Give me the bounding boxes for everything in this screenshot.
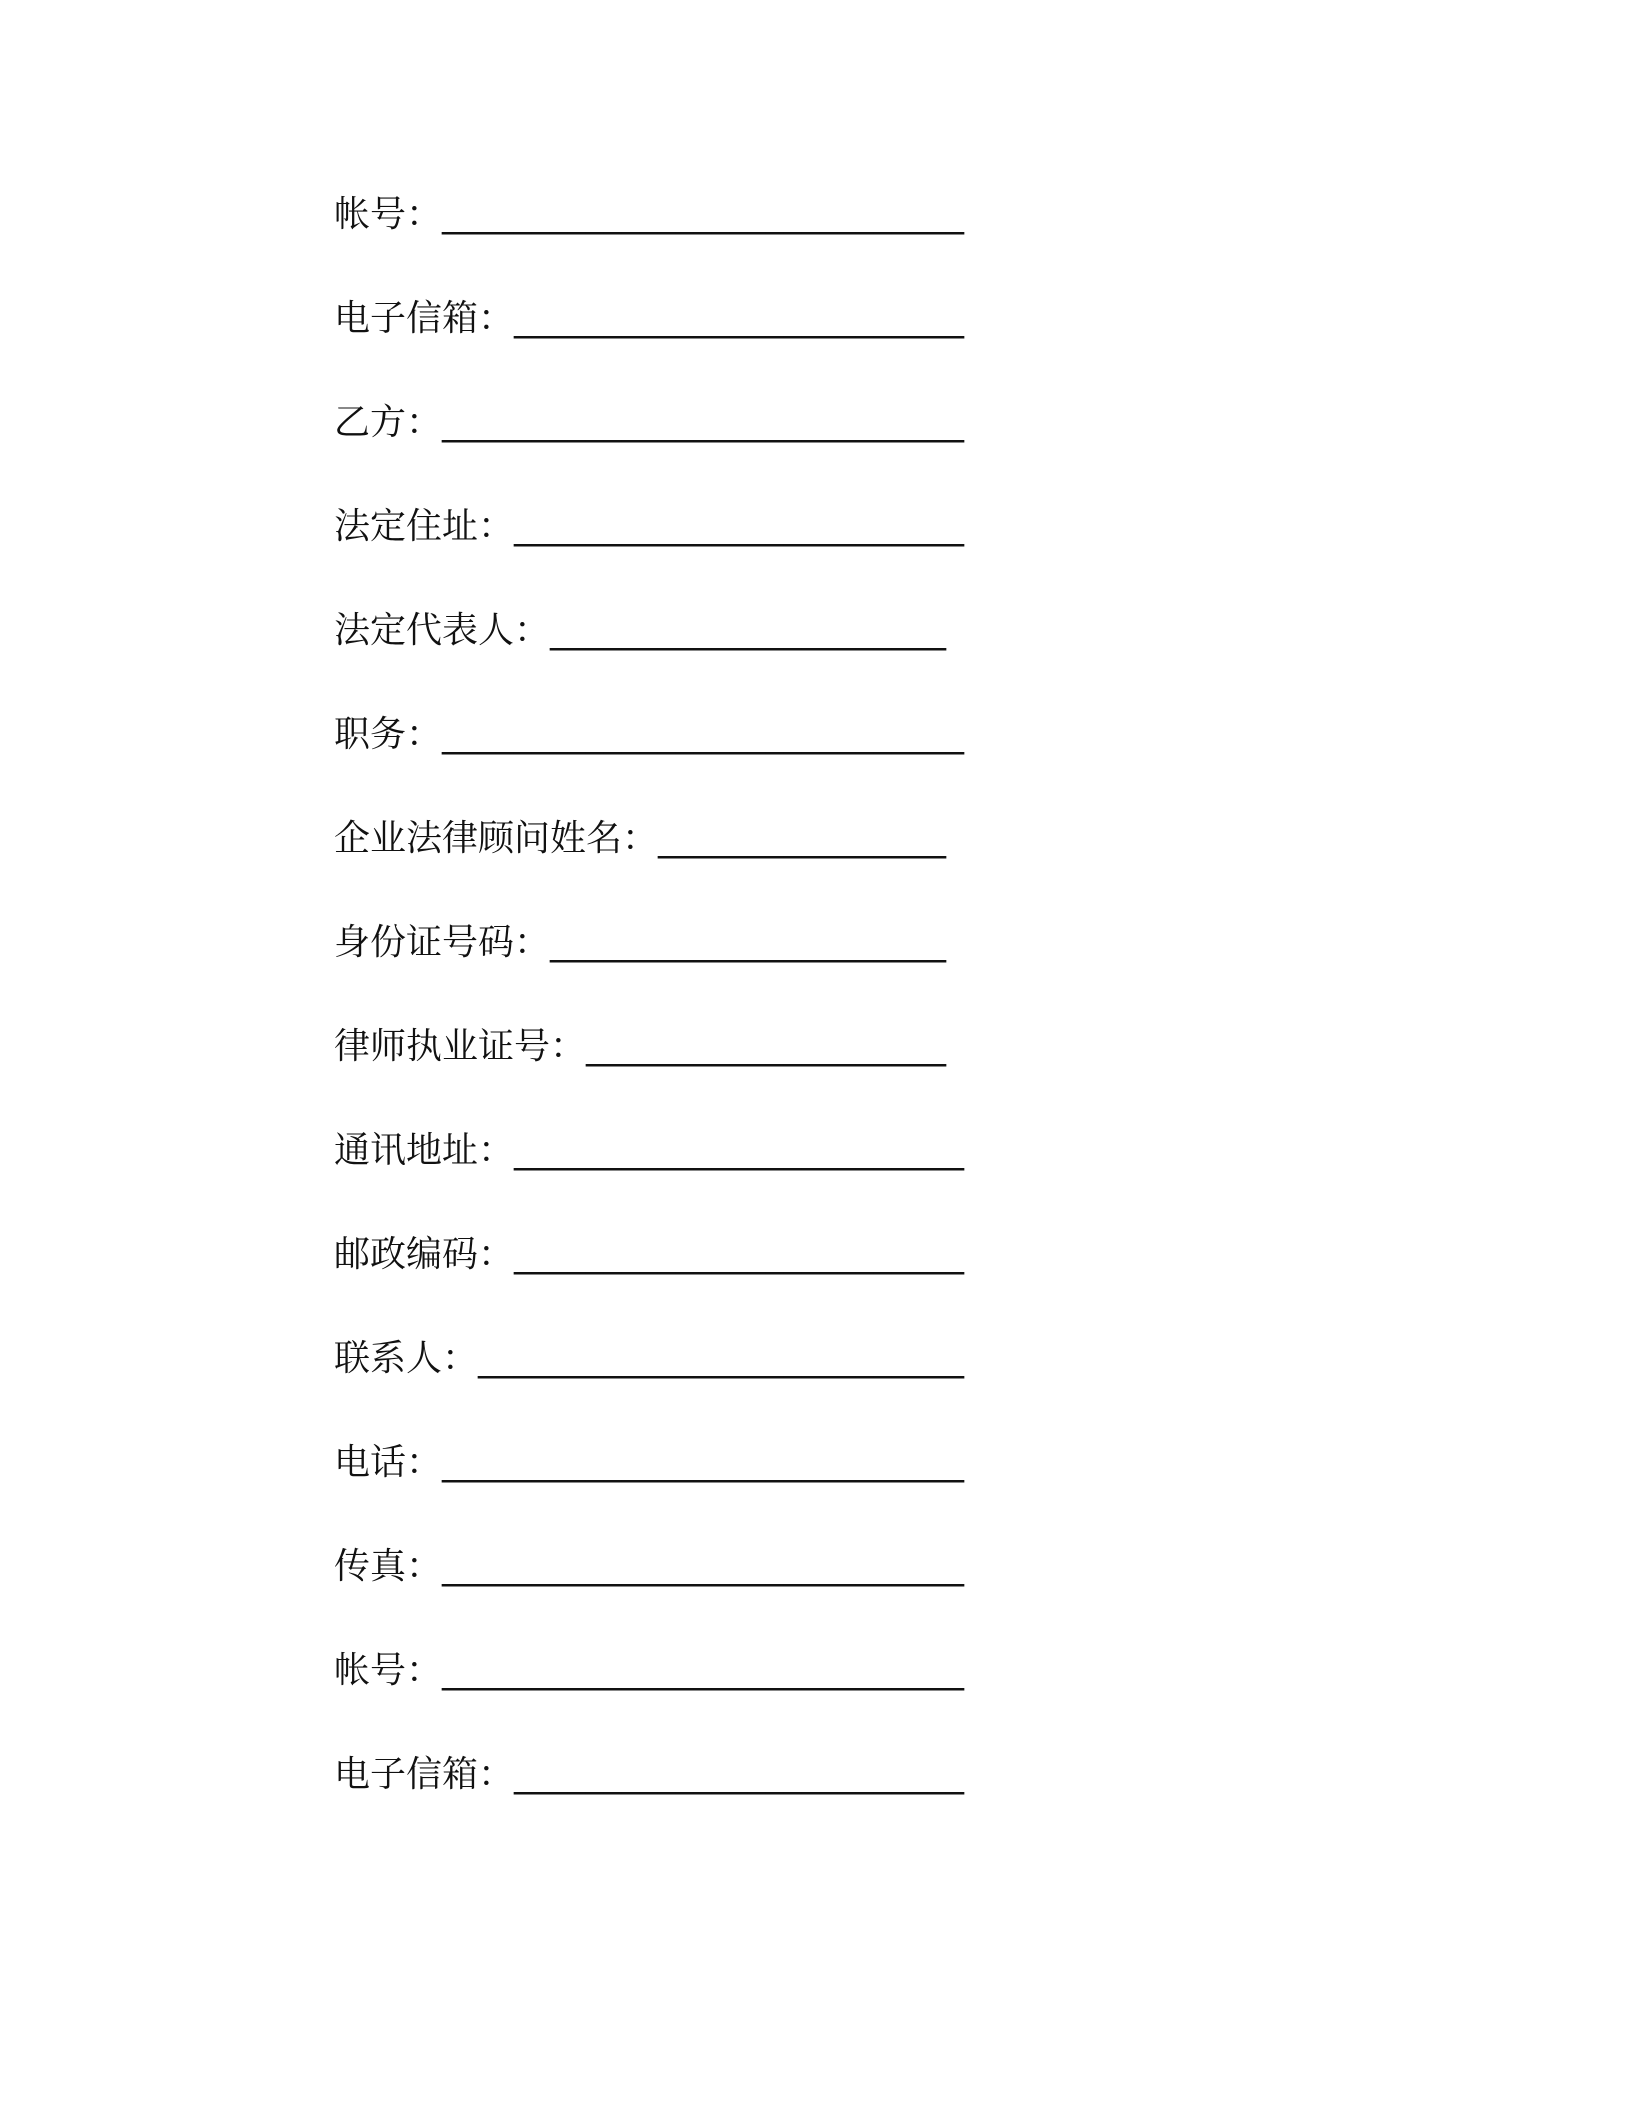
field-row-account-1 xyxy=(334,190,1034,294)
field-row-postal-code xyxy=(334,1230,1034,1334)
field-legal-address: 法定住址：_________________________ xyxy=(334,506,965,547)
contract-field-list xyxy=(334,190,1034,1854)
field-email-1: 电子信箱：_________________________ xyxy=(334,298,965,339)
field-row-party-b xyxy=(334,398,1034,502)
field-fax: 传真：_____________________________ xyxy=(334,1546,965,1587)
field-row-legal-address xyxy=(334,502,1034,606)
field-row-contact-person xyxy=(334,1334,1034,1438)
field-row-email-2 xyxy=(334,1750,1034,1854)
field-row-legal-counsel-name xyxy=(334,814,1034,918)
field-row-account-2 xyxy=(334,1646,1034,1750)
field-email-2: 电子信箱：_________________________ xyxy=(334,1754,965,1795)
field-row-id-number xyxy=(334,918,1034,1022)
field-contact-person: 联系人：___________________________ xyxy=(334,1338,965,1379)
field-party-b: 乙方：_____________________________ xyxy=(334,402,965,443)
field-row-email-1 xyxy=(334,294,1034,398)
field-row-phone xyxy=(334,1438,1034,1542)
field-lawyer-license: 律师执业证号：____________________ xyxy=(334,1026,947,1067)
field-row-mailing-address xyxy=(334,1126,1034,1230)
field-row-fax xyxy=(334,1542,1034,1646)
field-account-2: 帐号：_____________________________ xyxy=(334,1650,965,1691)
field-mailing-address: 通讯地址：_________________________ xyxy=(334,1130,965,1171)
field-legal-counsel-name: 企业法律顾问姓名：________________ xyxy=(334,818,947,859)
field-row-legal-representative xyxy=(334,606,1034,710)
field-postal-code: 邮政编码：_________________________ xyxy=(334,1234,965,1275)
field-id-number: 身份证号码：______________________ xyxy=(334,922,947,963)
field-row-position xyxy=(334,710,1034,814)
field-account-1: 帐号：_____________________________ xyxy=(334,194,965,235)
field-position: 职务：_____________________________ xyxy=(334,714,965,755)
field-phone: 电话：_____________________________ xyxy=(334,1442,965,1483)
field-row-lawyer-license xyxy=(334,1022,1034,1126)
field-legal-representative: 法定代表人：______________________ xyxy=(334,610,947,651)
